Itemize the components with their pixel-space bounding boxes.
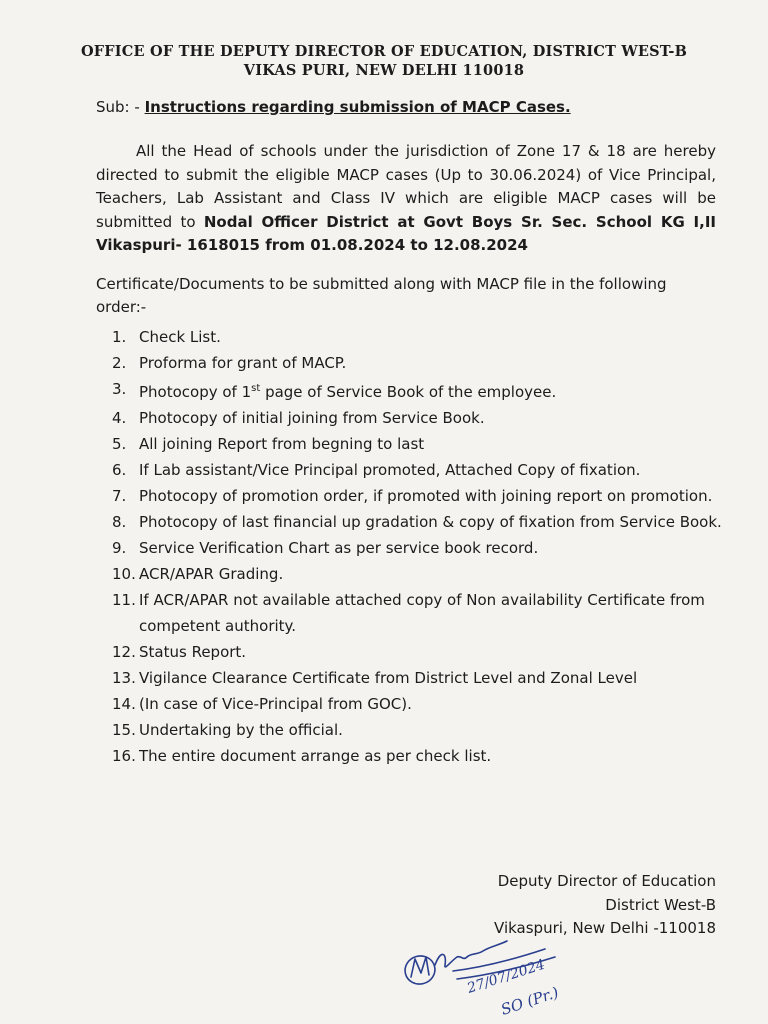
list-item: 13. Vigilance Clearance Certificate from District Level and Zonal Level	[112, 669, 638, 687]
list-item: 16. The entire document arrange as per check list.	[112, 747, 492, 765]
office-header-line2: VIKAS PURI, NEW DELHI 110018	[243, 62, 525, 79]
office-header-line1: OFFICE OF THE DEPUTY DIRECTOR OF EDUCATION, DISTRICT WEST-B	[80, 43, 688, 60]
subject-line	[96, 98, 571, 116]
handwritten-note: SO (Pr.)	[498, 983, 561, 1019]
certificate-intro: Certificate/Documents to be submitted along with MACP file in the following order:-	[96, 275, 667, 316]
list-item: 10. ACR/APAR Grading.	[112, 565, 284, 583]
list-item: 5. All joining Report from begning to last	[112, 435, 425, 453]
list-item: 8. Photocopy of last financial up gradation & copy of fixation from Service Book.	[112, 513, 722, 531]
list-item: 12. Status Report.	[112, 643, 247, 661]
document-list	[112, 324, 722, 769]
instruction-text: All the Head of schools under the jurisdiction of Zone 17 & 18 are hereby directed to submit the eligible MACP cases (Up to 30.06.2024) of Vice Principal, Teachers, Lab Assistant and Class IV which are eligible MACP cases will be submitted to	[96, 142, 716, 231]
signature-district: District West-B	[605, 895, 716, 914]
signature-title: Deputy Director of Education	[497, 872, 716, 890]
subject-text: Instructions regarding submission of MACP Cases.	[144, 98, 571, 116]
list-item: 3. Photocopy of 1st page of Service Book of the employee.	[112, 380, 557, 401]
handwritten-signature-icon	[395, 935, 585, 1020]
instruction-bold-text: Nodal Officer District at Govt Boys Sr. Sec. School KG I,II Vikaspuri- 1618015 from 01.08.2024 to 12.08.2024	[96, 212, 716, 254]
list-item: 15. Undertaking by the official.	[112, 721, 343, 739]
office-header	[0, 42, 768, 80]
signature-block	[494, 870, 716, 941]
list-item: 2. Proforma for grant of MACP.	[112, 354, 347, 372]
list-item: 9. Service Verification Chart as per service book record.	[112, 539, 539, 557]
signature-address: Vikaspuri, New Delhi -110018	[494, 919, 716, 937]
list-item: 14. (In case of Vice-Principal from GOC).	[112, 695, 412, 713]
handwritten-date: 27/07/2024	[465, 956, 547, 997]
subject-prefix: Sub: -	[96, 98, 145, 116]
list-item: 7. Photocopy of promotion order, if promoted with joining report on promotion.	[112, 487, 713, 505]
list-item: 1. Check List.	[112, 328, 221, 346]
list-item: 11. If ACR/APAR not available attached copy of Non availability Certificate from competent authority.	[112, 591, 705, 635]
list-item: 6. If Lab assistant/Vice Principal promoted, Attached Copy of fixation.	[112, 461, 641, 479]
list-item: 4. Photocopy of initial joining from Service Book.	[112, 409, 485, 427]
instruction-paragraph	[96, 140, 716, 258]
